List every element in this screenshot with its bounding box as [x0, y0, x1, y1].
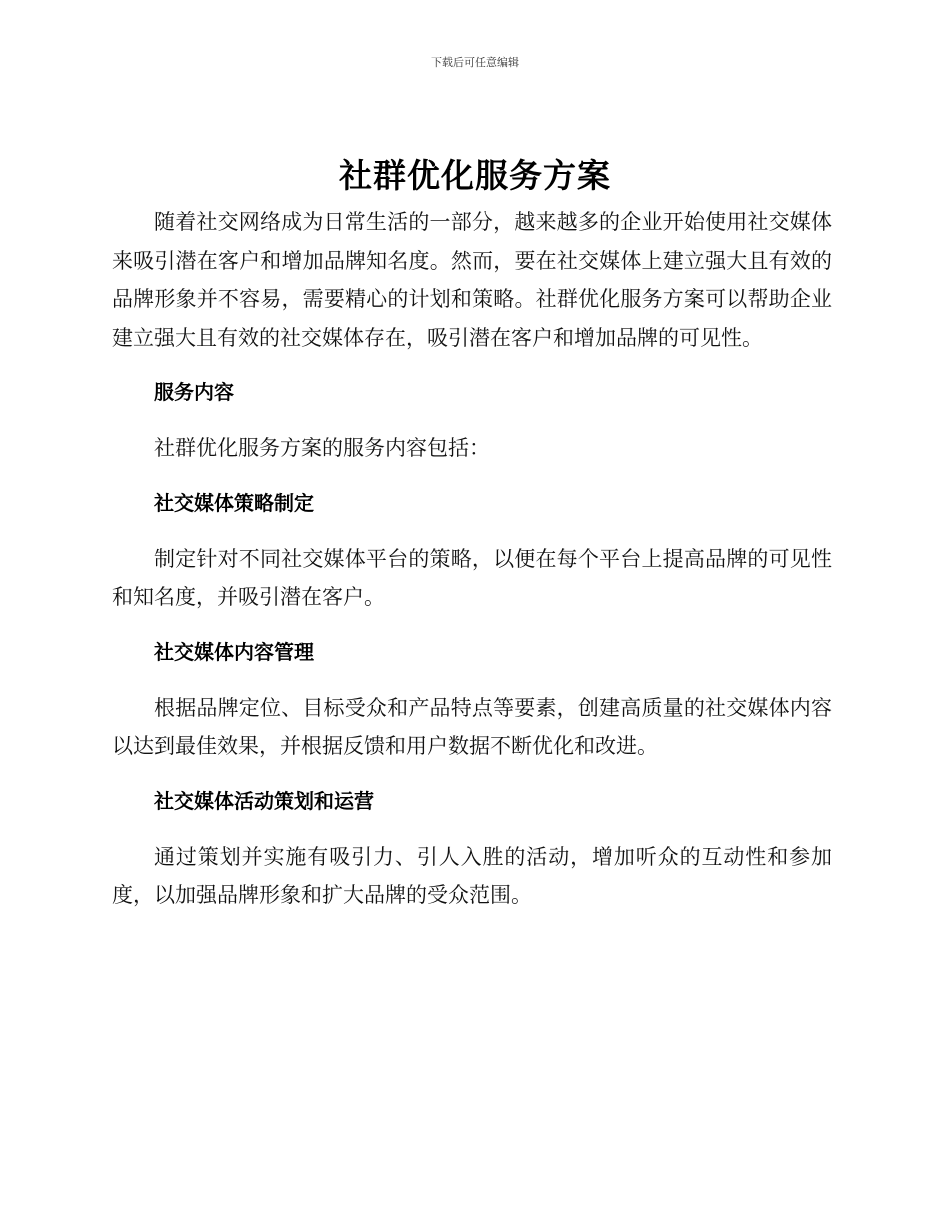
section-intro-paragraph: 社群优化服务方案的服务内容包括：	[154, 436, 490, 460]
document-title: 社群优化服务方案	[339, 156, 611, 195]
document-body	[112, 203, 832, 915]
item-text-activities: 通过策划并实施有吸引力、引人入胜的活动，增加听众的互动性和参加度，以加强品牌形象和扩大品牌的受众范围。	[112, 844, 832, 907]
item-heading-activities: 社交媒体活动策划和运营	[154, 788, 374, 813]
intro-paragraph: 随着社交网络成为日常生活的一部分，越来越多的企业开始使用社交媒体来吸引潜在客户和增加品牌知名度。然而，要在社交媒体上建立强大且有效的品牌形象并不容易，需要精心的计划和策略。社群优化服务方案可以帮助企业建立强大且有效的社交媒体存在，吸引潜在客户和增加品牌的可见性。	[112, 210, 832, 350]
item-heading-content: 社交媒体内容管理	[154, 639, 314, 664]
item-text-content: 根据品牌定位、目标受众和产品特点等要素，创建高质量的社交媒体内容以达到最佳效果，并根据反馈和用户数据不断优化和改进。	[112, 695, 832, 758]
header-note: 下载后可任意编辑	[431, 56, 519, 69]
item-heading-strategy: 社交媒体策略制定	[154, 490, 314, 515]
section-heading-services: 服务内容	[154, 380, 234, 404]
item-text-strategy: 制定针对不同社交媒体平台的策略，以便在每个平台上提高品牌的可见性和知名度，并吸引潜在客户。	[112, 546, 832, 609]
